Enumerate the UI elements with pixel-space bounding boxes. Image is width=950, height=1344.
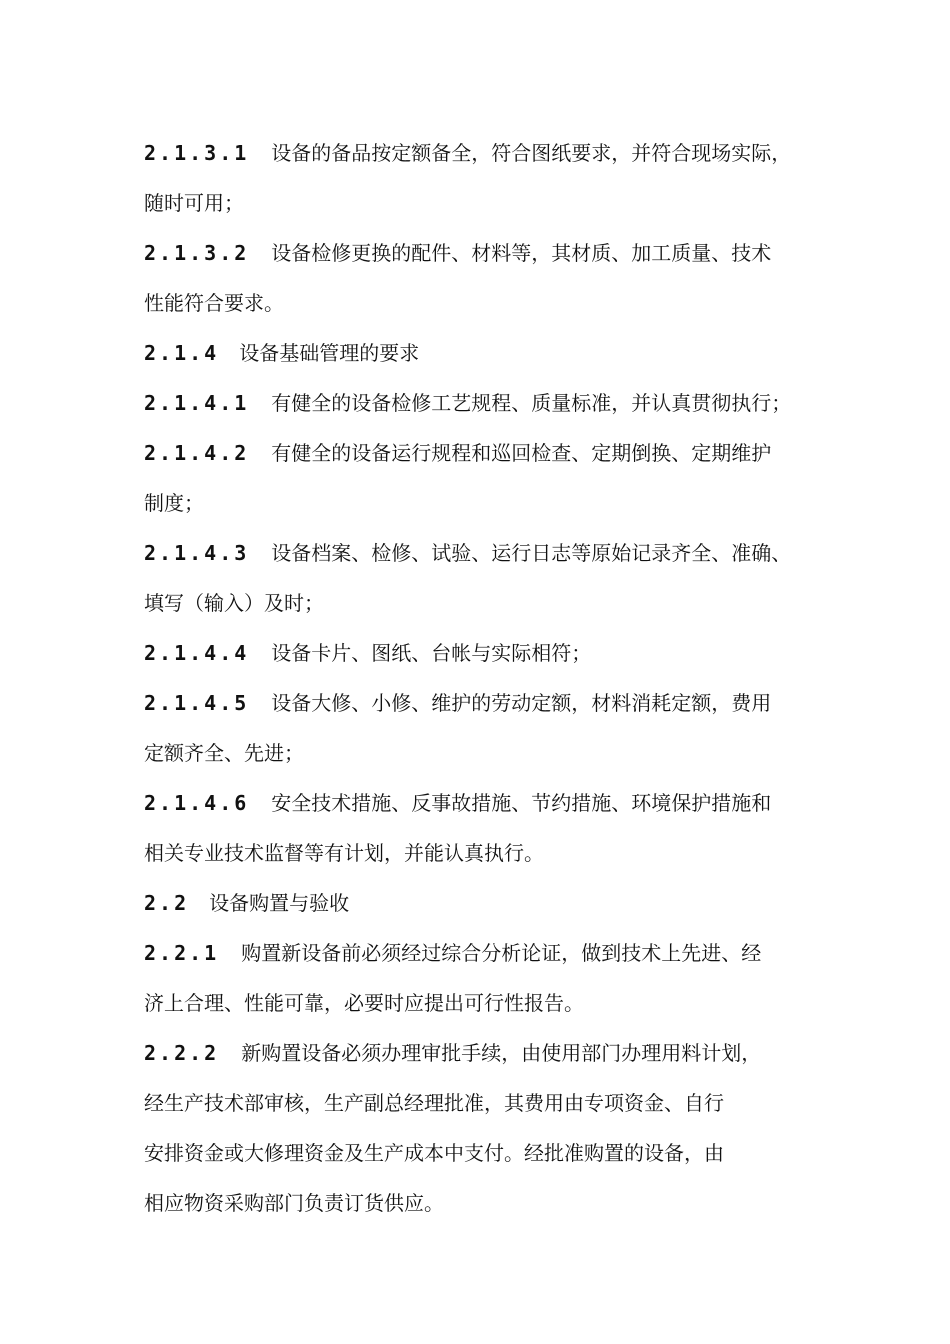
clause-number: 2.1.3.1: [144, 141, 250, 165]
clause-number: 2.2: [144, 891, 190, 915]
clause-number: 2.1.4.6: [144, 791, 250, 815]
paragraph-line: 填写（输入）及时；: [144, 591, 324, 615]
clause-text: 设备基础管理的要求: [239, 341, 420, 365]
paragraph-line: [144, 628, 824, 678]
clause-number: 2.1.4.3: [144, 541, 250, 565]
paragraph-line: [144, 778, 824, 828]
clause-number: 2.1.4.5: [144, 691, 250, 715]
paragraph-line: 性能符合要求。: [144, 291, 284, 315]
paragraph-line: 制度；: [144, 491, 204, 515]
clause-number: 2.2.1: [144, 941, 220, 965]
paragraph-2-1-3-2: [144, 228, 824, 328]
paragraph-2-1-4-5: [144, 678, 824, 778]
clause-text: 设备检修更换的配件、材料等，其材质、加工质量、技术: [271, 241, 772, 265]
paragraph-line: 经生产技术部审核，生产副总经理批准，其费用由专项资金、自行: [144, 1091, 724, 1115]
paragraph-2-1-3-1: [144, 128, 824, 228]
paragraph-2-1-4-4: [144, 628, 824, 678]
clause-number: 2.1.3.2: [144, 241, 250, 265]
paragraph-line: 相应物资采购部门负责订货供应。: [144, 1191, 444, 1215]
section-heading-2-1-4: [144, 328, 824, 378]
paragraph-line: [144, 378, 824, 428]
paragraph-line: [144, 128, 824, 178]
clause-text: 设备的备品按定额备全，符合图纸要求，并符合现场实际，: [271, 141, 792, 165]
paragraph-line: 相关专业技术监督等有计划，并能认真执行。: [144, 841, 544, 865]
clause-text: 新购置设备必须办理审批手续，由使用部门办理用料计划，: [241, 1041, 762, 1065]
clause-text: 设备大修、小修、维护的劳动定额，材料消耗定额，费用: [271, 691, 772, 715]
paragraph-line: [144, 328, 824, 378]
clause-number: 2.1.4.1: [144, 391, 250, 415]
paragraph-2-1-4-1: [144, 378, 824, 428]
clause-number: 2.1.4.2: [144, 441, 250, 465]
clause-text: 设备卡片、图纸、台帐与实际相符；: [271, 641, 592, 665]
paragraph-2-1-4-6: [144, 778, 824, 878]
paragraph-line: 定额齐全、先进；: [144, 741, 304, 765]
paragraph-line: [144, 528, 824, 578]
section-heading-2-2: [144, 878, 824, 928]
paragraph-2-1-4-3: [144, 528, 824, 628]
clause-number: 2.2.2: [144, 1041, 220, 1065]
paragraph-line: 安排资金或大修理资金及生产成本中支付。经批准购置的设备，由: [144, 1141, 724, 1165]
document-page: [144, 128, 824, 1228]
clause-text: 有健全的设备运行规程和巡回检查、定期倒换、定期维护: [271, 441, 772, 465]
paragraph-line: [144, 878, 824, 928]
paragraph-line: 济上合理、性能可靠，必要时应提出可行性报告。: [144, 991, 584, 1015]
paragraph-line: [144, 1028, 824, 1078]
clause-text: 购置新设备前必须经过综合分析论证，做到技术上先进、经: [241, 941, 762, 965]
clause-text: 设备购置与验收: [209, 891, 350, 915]
paragraph-line: 随时可用；: [144, 191, 244, 215]
paragraph-line: [144, 928, 824, 978]
clause-text: 设备档案、检修、试验、运行日志等原始记录齐全、准确、: [271, 541, 792, 565]
paragraph-line: [144, 228, 824, 278]
paragraph-line: [144, 428, 824, 478]
paragraph-2-2-1: [144, 928, 824, 1028]
paragraph-2-2-2: [144, 1028, 824, 1228]
paragraph-line: [144, 678, 824, 728]
paragraph-2-1-4-2: [144, 428, 824, 528]
clause-text: 有健全的设备检修工艺规程、质量标准，并认真贯彻执行；: [271, 391, 792, 415]
clause-text: 安全技术措施、反事故措施、节约措施、环境保护措施和: [271, 791, 772, 815]
clause-number: 2.1.4: [144, 341, 220, 365]
clause-number: 2.1.4.4: [144, 641, 250, 665]
